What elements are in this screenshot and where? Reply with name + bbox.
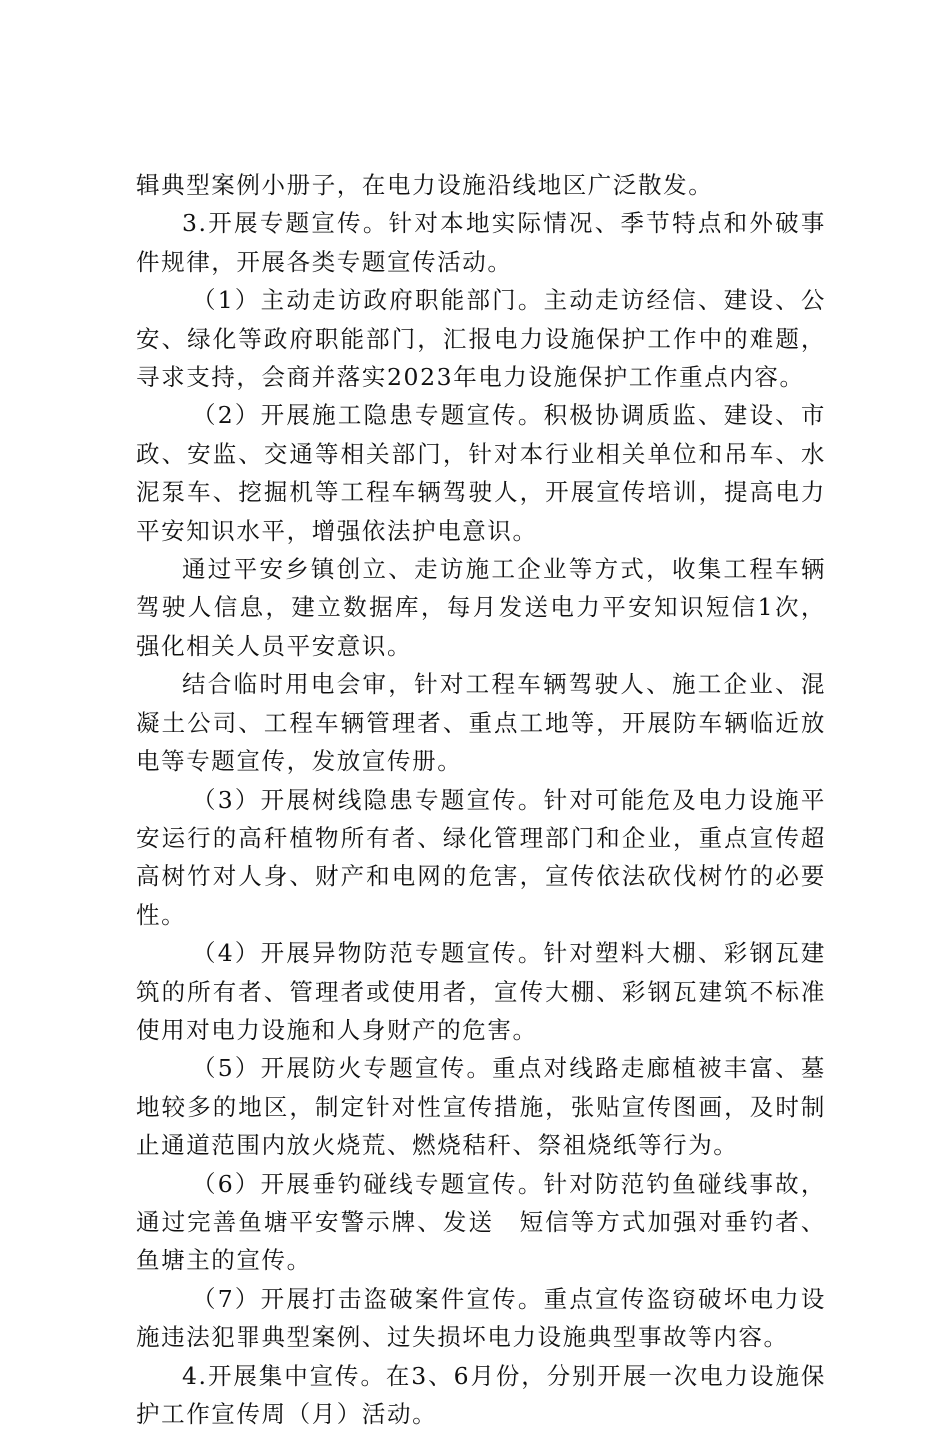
paragraph-subitem-7: （7）开展打击盗破案件宣传。重点宣传盗窃破坏电力设施违法犯罪典型案例、过失损坏电力设施典型事故等内容。 [136,1284,826,1352]
paragraph-subitem-5: （5）开展防火专题宣传。重点对线路走廊植被丰富、墓地较多的地区，制定针对性宣传措施，张贴宣传图画，及时制止通道范围内放火烧荒、燃烧秸秆、祭祖烧纸等行为。 [136,1054,826,1160]
document-body [136,166,826,1433]
paragraph-item-4: 4.开展集中宣传。在3、6月份，分别开展一次电力设施保护工作宣传周（月）活动。 [136,1361,826,1428]
paragraph-item-3: 3.开展专题宣传。针对本地实际情况、季节特点和外破事件规律，开展各类专题宣传活动。 [136,209,826,276]
paragraph-subitem-3: （3）开展树线隐患专题宣传。针对可能危及电力设施平安运行的高秆植物所有者、绿化管理部门和企业，重点宣传超高树竹对人身、财产和电网的危害，宣传依法砍伐树竹的必要性。 [136,785,826,929]
paragraph-subitem-1: （1）主动走访政府职能部门。主动走访经信、建设、公安、绿化等政府职能部门，汇报电力设施保护工作中的难题，寻求支持，会商并落实2023年电力设施保护工作重点内容。 [136,286,826,392]
paragraph-continuation: 辑典型案例小册子，在电力设施沿线地区广泛散发。 [136,171,714,199]
paragraph-driver-info: 通过平安乡镇创立、走访施工企业等方式，收集工程车辆驾驶人信息，建立数据库，每月发送电力平安知识短信1次，强化相关人员平安意识。 [136,555,826,660]
paragraph-subitem-4: （4）开展异物防范专题宣传。针对塑料大棚、彩钢瓦建筑的所有者、管理者或使用者，宣传大棚、彩钢瓦建筑不标准使用对电力设施和人身财产的危害。 [136,939,826,1044]
paragraph-subitem-2: （2）开展施工隐患专题宣传。积极协调质监、建设、市政、安监、交通等相关部门，针对本行业相关单位和吊车、水泥泵车、挖掘机等工程车辆驾驶人，开展宣传培训，提高电力平安知识水平，增强依法护电意识。 [136,401,826,545]
paragraph-subitem-6: （6）开展垂钓碰线专题宣传。针对防范钓鱼碰线事故，通过完善鱼塘平安警示牌、发送 短信等方式加强对垂钓者、鱼塘主的宣传。 [136,1169,826,1275]
paragraph-temporary-power: 结合临时用电会审，针对工程车辆驾驶人、施工企业、混凝土公司、工程车辆管理者、重点工地等，开展防车辆临近放电等专题宣传，发放宣传册。 [136,670,826,776]
